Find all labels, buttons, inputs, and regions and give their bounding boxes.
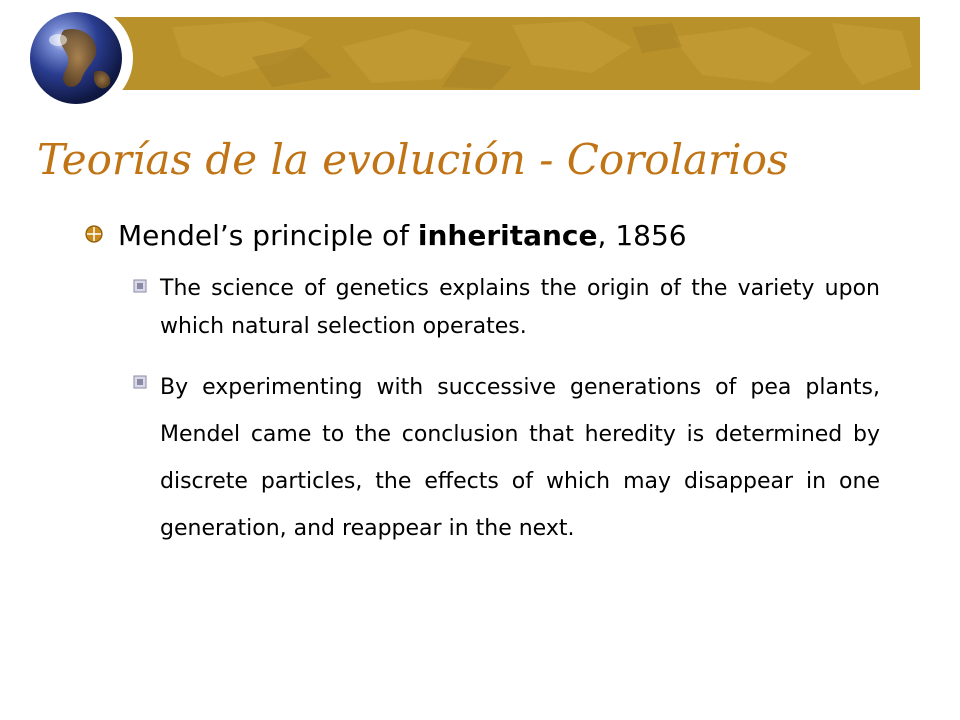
slide-title: Teorías de la evolución - Corolarios (37, 135, 789, 184)
square-bullet-icon (133, 375, 147, 389)
bullet-bold-term: inheritance (417, 219, 598, 252)
round-bullet-icon (84, 224, 104, 244)
sub-bullet-2: By experimenting with successive generations of pea plants, Mendel came to the conclusion that heredity is determined by discrete particles, the effects of which may disappear in one generation, and reappear in the next. (160, 375, 880, 541)
bullet-heading (118, 216, 687, 256)
globe-icon (24, 8, 134, 108)
bullet-text-before: Mendel’s principle of (118, 219, 418, 252)
header-map-pattern (112, 17, 920, 90)
sub-bullet-1: The science of genetics explains the origin of the variety upon which natural selection operates. (160, 276, 880, 339)
header-band (112, 17, 920, 90)
bullet-text-after: , 1856 (597, 219, 687, 252)
square-bullet-icon (133, 279, 147, 293)
